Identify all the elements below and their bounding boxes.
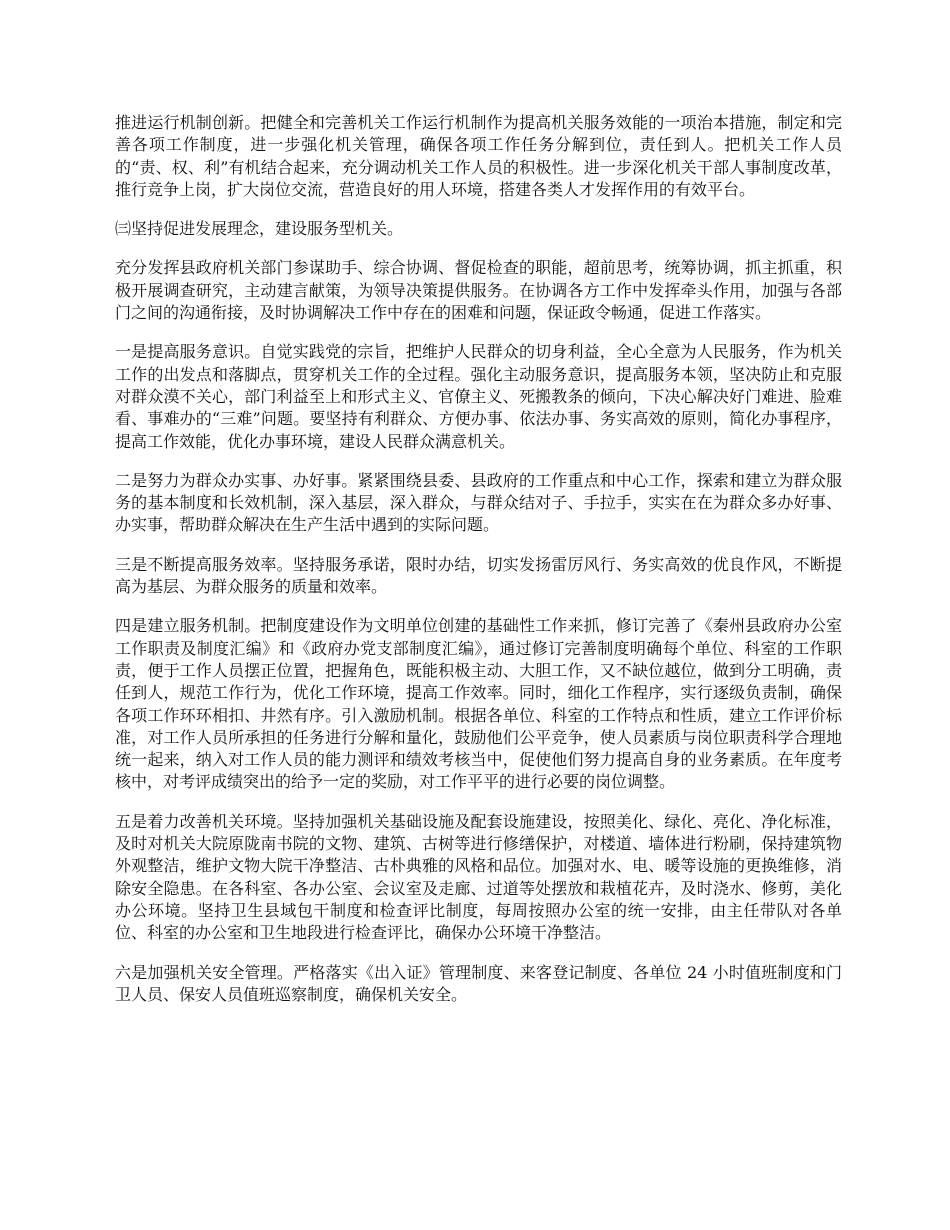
paragraph-service-awareness: 一是提高服务意识。自觉实践党的宗旨，把维护人民群众的切身利益，全心全意为人民服务，作为机关工作的出发点和落脚点，贯穿机关工作的全过程。强化主动服务意识，提高服务本领，坚决防止和克服对群众漠不关心，部门利益至上和形式主义、官僚主义、死搬教条的倾向，下决心解决好门难进、脸难看、事难办的“三难”问题。要坚持有利群众、方便办事、依法办事、务实高效的原则，简化办事程序，提高工作效能，优化办事环境，建设人民群众满意机关。 [115, 342, 842, 451]
paragraph-service-mechanism: 四是建立服务机制。把制度建设作为文明单位创建的基础性工作来抓，修订完善了《秦州县政府办公室工作职责及制度汇编》和《政府办党支部制度汇编》，通过修订完善制度明确每个单位、科室的工作职责，便于工作人员摆正位置，把握角色，既能积极主动、大胆工作，又不缺位越位，做到分工明确，责任到人，规范工作行为，优化工作环境，提高工作效率。同时，细化工作程序，实行逐级负责制，确保各项工作环环相扣、井然有序。引入激励机制。根据各单位、科室的工作特点和性质，建立工作评价标准，对工作人员所承担的任务进行分解和量化，鼓励他们公平竞争，使人员素质与岗位职责科学合理地统一起来，纳入对工作人员的能力测评和绩效考核当中，促使他们努力提高自身的业务素质。在年度考核中，对考评成绩突出的给予一定的奖励，对工作平平的进行必要的岗位调整。 [115, 616, 842, 792]
paragraph-practical-matters: 二是努力为群众办实事、办好事。紧紧围绕县委、县政府的工作重点和中心工作，探索和建立为群众服务的基本制度和长效机制，深入基层，深入群众，与群众结对子、手拉手，实实在在为群众多办好事、办实事，帮助群众解决在生产生活中遇到的实际问题。 [115, 470, 842, 535]
paragraph-agency-environment: 五是着力改善机关环境。坚持加强机关基础设施及配套设施建设，按照美化、绿化、亮化、净化标准，及时对机关大院原陇南书院的文物、建筑、古树等进行修缮保护，对楼道、墙体进行粉刷，保持建筑物外观整洁，维护文物大院干净整洁、古朴典雅的风格和品位。加强对水、电、暖等设施的更换维修，消除安全隐患。在各科室、各办公室、会议室及走廊、过道等处摆放和栽植花卉，及时浇水、修剪，美化办公环境。坚持卫生县域包干制度和检查评比制度，每周按照办公室的统一安排，由主任带队对各单位、科室的办公室和卫生地段进行检查评比，确保办公环境干净整洁。 [115, 811, 842, 943]
paragraph-security-management: 六是加强机关安全管理。严格落实《出入证》管理制度、来客登记制度、各单位 24 小时值班制度和门卫人员、保安人员值班巡察制度，确保机关安全。 [115, 962, 842, 1004]
paragraph-department-functions: 充分发挥县政府机关部门参谋助手、综合协调、督促检查的职能，超前思考，统筹协调，抓主抓重，积极开展调查研究，主动建言献策，为领导决策提供服务。在协调各方工作中发挥牵头作用，加强与各部门之间的沟通衔接，及时协调解决工作中存在的困难和问题，保证政令畅通，促进工作落实。 [115, 258, 842, 323]
section-heading-service-agency: ㈢坚持促进发展理念，建设服务型机关。 [115, 219, 404, 239]
document-body [115, 112, 842, 1023]
paragraph-mechanism-innovation: 推进运行机制创新。把健全和完善机关工作运行机制作为提高机关服务效能的一项治本措施，制定和完善各项工作制度，进一步强化机关管理，确保各项工作任务分解到位，责任到人。把机关工作人员的“责、权、利”有机结合起来，充分调动机关工作人员的积极性。进一步深化机关干部人事制度改革，推行竞争上岗，扩大岗位交流，营造良好的用人环境，搭建各类人才发挥作用的有效平台。 [115, 113, 842, 199]
paragraph-service-efficiency: 三是不断提高服务效率。坚持服务承诺，限时办结，切实发扬雷厉风行、务实高效的优良作风，不断提高为基层、为群众服务的质量和效率。 [115, 554, 842, 597]
